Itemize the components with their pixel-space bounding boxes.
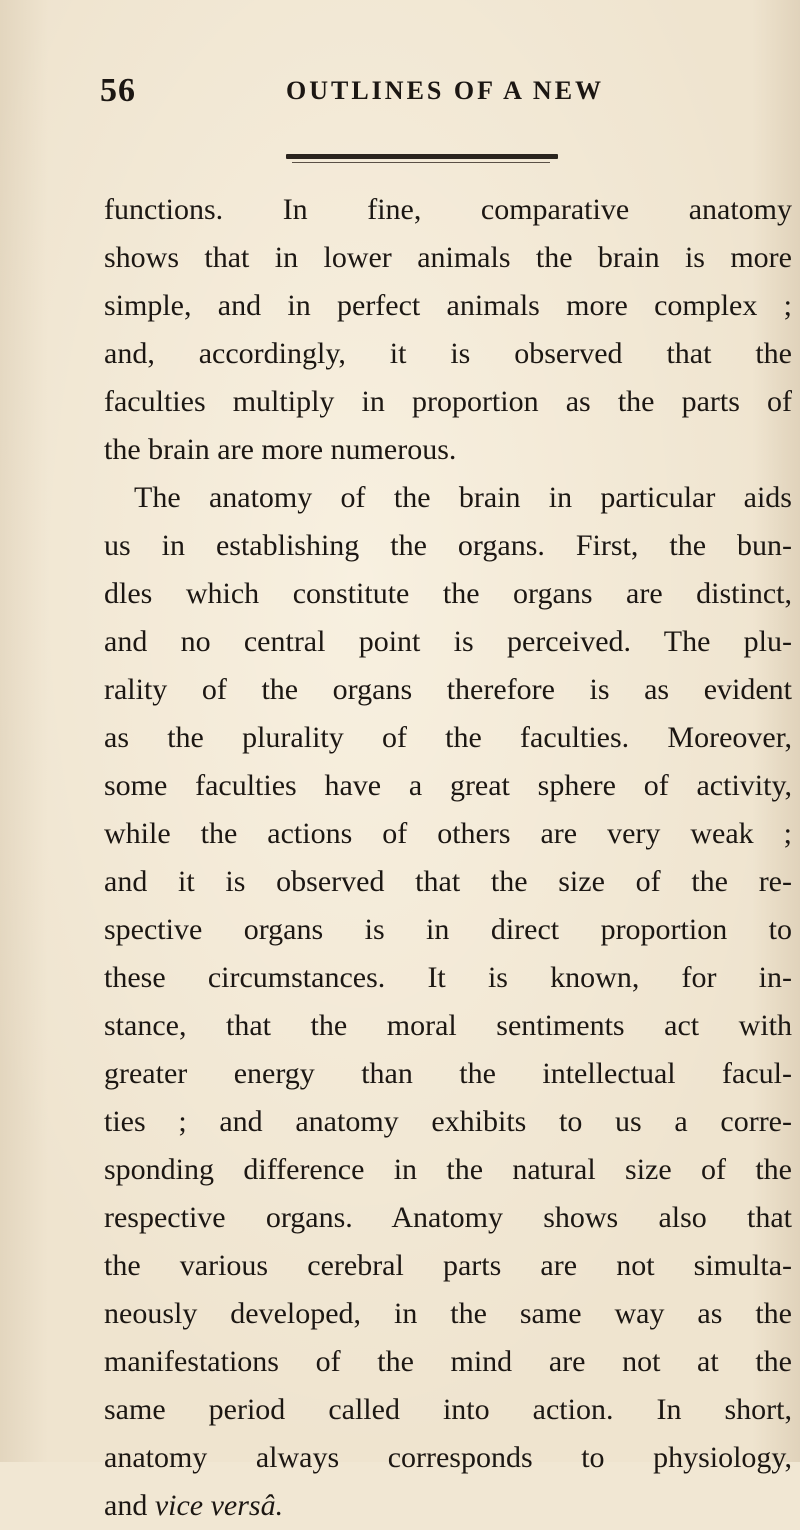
body-text [104, 186, 792, 1530]
final-line-italic: vice versâ. [154, 1489, 284, 1522]
header-rule [286, 154, 558, 159]
text-line: rality of the organs therefore is as evident [104, 673, 792, 706]
text-line: spective organs is in direct proportion to [104, 913, 792, 946]
text-line: manifestations of the mind are not at the [104, 1345, 792, 1378]
text-line: functions. In fine, comparative anatomy [104, 193, 792, 226]
text-line: the various cerebral parts are not simulta- [104, 1249, 792, 1282]
text-line: some faculties have a great sphere of activity, [104, 769, 792, 802]
running-title: OUTLINES OF A NEW [286, 76, 605, 105]
text-line: sponding difference in the natural size of the [104, 1153, 792, 1186]
text-line: respective organs. Anatomy shows also that [104, 1201, 792, 1234]
text-line: us in establishing the organs. First, the bun- [104, 529, 792, 562]
text-line: and, accordingly, it is observed that the [104, 337, 792, 370]
text-line: ties ; and anatomy exhibits to us a corre- [104, 1105, 792, 1138]
text-line: and it is observed that the size of the re- [104, 865, 792, 898]
running-head [100, 72, 740, 122]
header-rule-thin [292, 162, 550, 163]
text-line: greater energy than the intellectual facul- [104, 1057, 792, 1090]
text-line: shows that in lower animals the brain is more [104, 241, 792, 274]
text-line: stance, that the moral sentiments act with [104, 1009, 792, 1042]
text-line: faculties multiply in proportion as the parts of [104, 385, 792, 418]
text-line: these circumstances. It is known, for in- [104, 961, 792, 994]
text-line: neously developed, in the same way as the [104, 1297, 792, 1330]
page-number: 56 [100, 72, 136, 109]
text-line: and no central point is perceived. The plu- [104, 625, 792, 658]
text-line: while the actions of others are very weak ; [104, 817, 792, 850]
text-line: anatomy always corresponds to physiology, [104, 1441, 792, 1474]
text-line: The anatomy of the brain in particular aids [134, 481, 792, 514]
text-line: simple, and in perfect animals more complex ; [104, 289, 792, 322]
text-line: as the plurality of the faculties. Moreover, [104, 721, 792, 754]
text-line: dles which constitute the organs are distinct, [104, 577, 792, 610]
text-line-final [104, 1482, 792, 1530]
text-line: same period called into action. In short, [104, 1393, 792, 1426]
text-line: the brain are more numerous. [104, 433, 457, 466]
final-line-prefix: and [104, 1489, 155, 1522]
